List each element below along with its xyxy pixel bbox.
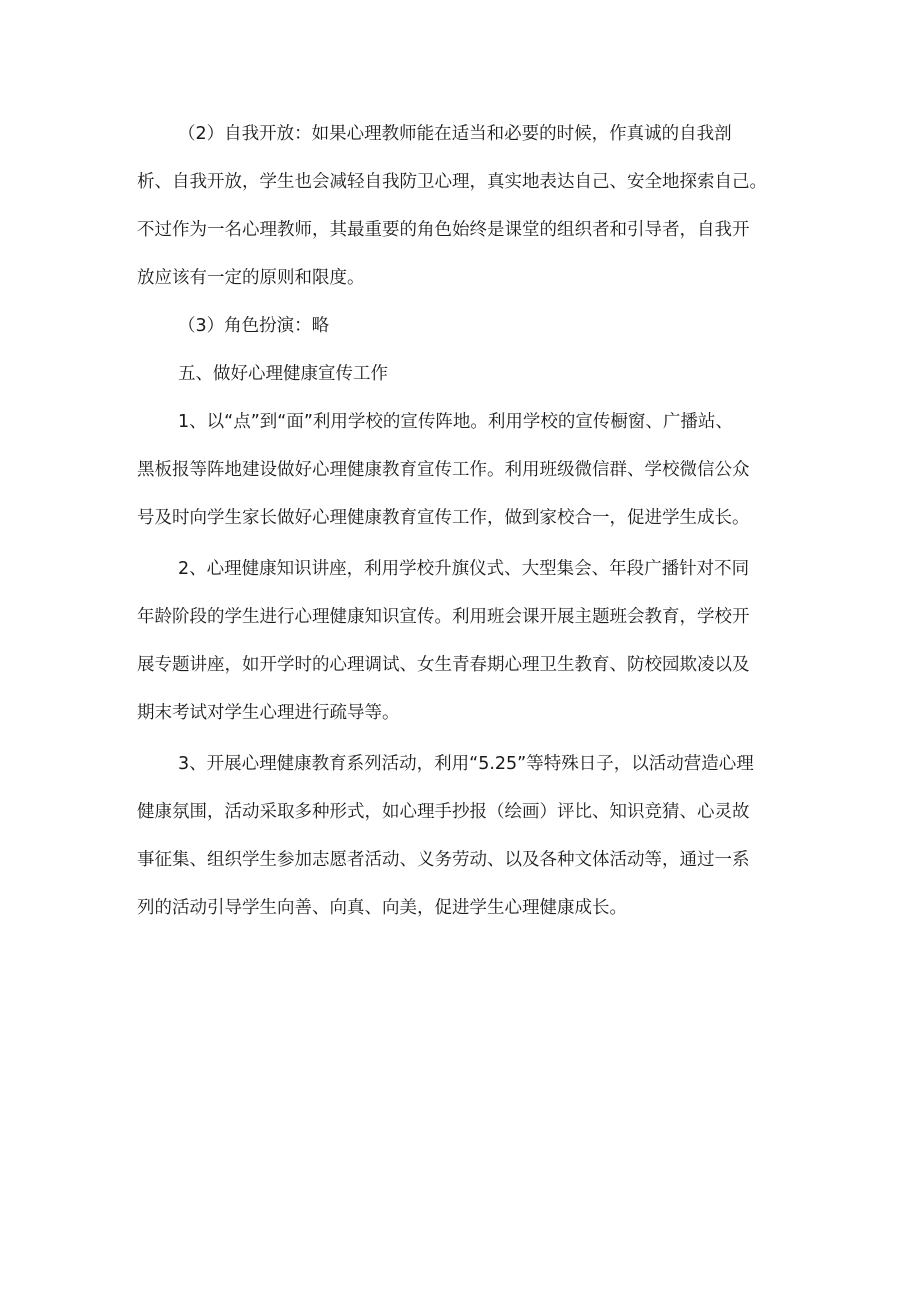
item-1-line-2: 黑板报等阵地建设做好心理健康教育宣传工作。利用班级微信群、学校微信公众 <box>137 460 750 480</box>
item-3-line-2: 健康氛围，活动采取多种形式，如心理手抄报（绘画）评比、知识竞猜、心灵故 <box>137 802 750 822</box>
item-1-line-3: 号及时向学生家长做好心理健康教育宣传工作，做到家校合一，促进学生成长。 <box>137 508 750 528</box>
item-3-line-1: 3、开展心理健康教育系列活动，利用“5.25”等特殊日子，以活动营造心理 <box>178 754 754 774</box>
section-5-heading: 五、做好心理健康宣传工作 <box>178 364 388 384</box>
item-2-line-1: 2、心理健康知识讲座，利用学校升旗仪式、大型集会、年段广播针对不同 <box>178 559 750 579</box>
paragraph-4-2-line-2: 析、自我开放，学生也会减轻自我防卫心理，真实地表达自己、安全地探索自己。 <box>137 172 767 192</box>
item-3-line-4: 列的活动引导学生向善、向真、向美，促进学生心理健康成长。 <box>137 898 627 918</box>
item-2-line-2: 年龄阶段的学生进行心理健康知识宣传。利用班会课开展主题班会教育，学校开 <box>137 607 750 627</box>
paragraph-4-2-line-4: 放应该有一定的原则和限度。 <box>137 268 365 288</box>
item-3-line-3: 事征集、组织学生参加志愿者活动、义务劳动、以及各种文体活动等，通过一系 <box>137 850 750 870</box>
paragraph-4-2-line-1: （2）自我开放：如果心理教师能在适当和必要的时候，作真诚的自我剖 <box>178 124 732 144</box>
paragraph-4-3-line-1: （3）角色扮演：略 <box>178 316 330 336</box>
item-2-line-3: 展专题讲座，如开学时的心理调试、女生青春期心理卫生教育、防校园欺凌以及 <box>137 655 750 675</box>
item-1-line-1: 1、以“点”到“面”利用学校的宣传阵地。利用学校的宣传橱窗、广播站、 <box>178 412 733 432</box>
item-2-line-4: 期末考试对学生心理进行疏导等。 <box>137 703 400 723</box>
paragraph-4-2-line-3: 不过作为一名心理教师，其最重要的角色始终是课堂的组织者和引导者，自我开 <box>137 220 750 240</box>
